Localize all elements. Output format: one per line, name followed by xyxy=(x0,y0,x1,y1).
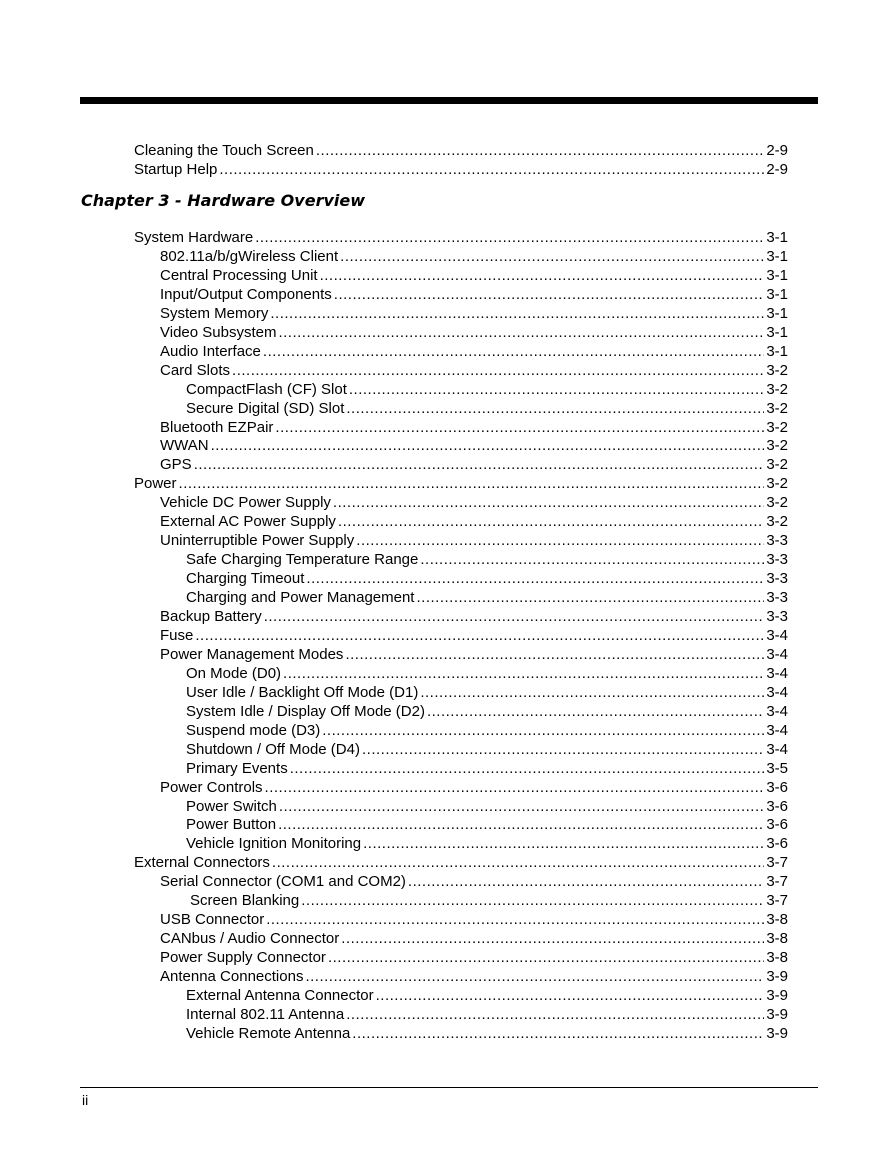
toc-entry[interactable] xyxy=(186,1005,788,1024)
toc-dot-leader xyxy=(265,778,765,797)
toc-entry-page: 3-9 xyxy=(766,968,788,986)
toc-entry[interactable] xyxy=(160,361,788,380)
toc-entry[interactable] xyxy=(160,455,788,474)
toc-entry-title: External Connectors xyxy=(134,854,270,872)
toc-dot-leader xyxy=(328,948,764,967)
toc-entry-title: Vehicle Remote Antenna xyxy=(186,1024,351,1042)
toc-entry[interactable] xyxy=(160,872,788,891)
toc-dot-leader xyxy=(266,910,764,929)
footer-rule xyxy=(80,1087,818,1088)
toc-entry-title: Internal 802.11 Antenna xyxy=(186,1005,345,1023)
toc-dot-leader xyxy=(275,418,764,437)
toc-entry-page: 3-1 xyxy=(766,229,788,246)
toc-entry-page: 3-7 xyxy=(766,854,788,872)
toc-dot-leader xyxy=(345,645,764,664)
toc-dot-leader xyxy=(278,323,764,342)
toc-dot-leader xyxy=(338,512,764,531)
toc-entry-title: Power Supply Connector xyxy=(160,949,326,967)
toc-entry-page: 3-9 xyxy=(766,987,788,1004)
toc-entry-title: 802.11a/b/gWireless Client xyxy=(160,247,339,265)
toc-entry-title: Serial Connector (COM1 and COM2) xyxy=(160,873,406,891)
toc-dot-leader xyxy=(346,1005,764,1024)
toc-entry[interactable] xyxy=(186,797,788,816)
toc-entry-page: 3-3 xyxy=(766,570,788,588)
toc-entry-title: Input/Output Components xyxy=(160,285,332,303)
toc-entry-page: 3-2 xyxy=(766,361,788,379)
toc-entry-page: 3-4 xyxy=(766,721,788,739)
toc-dot-leader xyxy=(279,797,764,816)
toc-entry-title: Card Slots xyxy=(160,361,231,379)
toc-entry-page: 3-2 xyxy=(766,437,788,455)
toc-entry[interactable] xyxy=(160,247,788,266)
toc-entry[interactable] xyxy=(160,512,788,531)
toc-entry-page: 3-9 xyxy=(766,1024,788,1042)
toc-entry-page: 3-6 xyxy=(766,797,788,815)
toc-dot-leader xyxy=(420,683,764,702)
toc-entry-page: 3-4 xyxy=(766,645,788,663)
toc-entry-title: Charging and Power Management xyxy=(186,589,415,607)
toc-entry-page: 3-1 xyxy=(766,323,788,341)
toc-entry[interactable] xyxy=(186,569,788,588)
toc-entry[interactable] xyxy=(160,323,788,342)
toc-entry[interactable] xyxy=(134,474,788,493)
toc-entry-title: USB Connector xyxy=(160,911,265,929)
toc-entry[interactable] xyxy=(160,645,788,664)
toc-entry[interactable] xyxy=(160,418,788,437)
toc-entry-page: 3-2 xyxy=(766,494,788,512)
toc-entry[interactable] xyxy=(134,853,788,872)
toc-entry-page: 3-1 xyxy=(766,304,788,322)
toc-entry-title: Startup Help xyxy=(134,160,218,178)
toc-entry[interactable] xyxy=(186,683,788,702)
toc-dot-leader xyxy=(306,569,764,588)
toc-entry-title: System Hardware xyxy=(134,229,254,246)
toc-dot-leader xyxy=(333,493,764,512)
toc-entry-title: Secure Digital (SD) Slot xyxy=(186,399,345,417)
toc-entry-page: 3-9 xyxy=(766,1005,788,1023)
toc-entry-title: System Idle / Display Off Mode (D2) xyxy=(186,702,425,720)
toc-entry-page: 3-1 xyxy=(766,285,788,303)
toc-entry-page: 3-4 xyxy=(766,664,788,682)
toc-dot-leader xyxy=(179,474,765,493)
toc-dot-leader xyxy=(334,285,765,304)
toc-dot-leader xyxy=(232,361,764,380)
toc-dot-leader xyxy=(376,986,765,1005)
toc-entry[interactable] xyxy=(186,702,788,721)
toc-dot-leader xyxy=(416,588,764,607)
toc-entry-page: 3-4 xyxy=(766,702,788,720)
toc-entry-page: 3-4 xyxy=(766,626,788,644)
toc-entry-title: Screen Blanking xyxy=(190,892,300,910)
toc-entry-title: Safe Charging Temperature Range xyxy=(186,551,419,569)
toc-dot-leader xyxy=(195,626,764,645)
toc-entry-title: WWAN xyxy=(160,437,209,455)
toc-dot-leader xyxy=(341,929,764,948)
toc-dot-leader xyxy=(362,740,764,759)
toc-entry[interactable] xyxy=(186,664,788,683)
toc-dot-leader xyxy=(316,141,764,160)
toc-dot-leader xyxy=(352,1024,764,1043)
toc-dot-leader xyxy=(219,160,764,179)
toc-dot-leader xyxy=(320,266,765,285)
toc-entry[interactable] xyxy=(186,986,788,1005)
toc-entry-page: 3-1 xyxy=(766,266,788,284)
toc-entry-title: Cleaning the Touch Screen xyxy=(134,142,314,159)
toc-dot-leader xyxy=(356,531,764,550)
toc-entry-page: 3-3 xyxy=(766,608,788,625)
toc-entry[interactable] xyxy=(186,380,788,399)
toc-entry-page: 3-7 xyxy=(766,873,788,891)
toc-entry[interactable] xyxy=(160,304,788,323)
toc-entry[interactable] xyxy=(160,531,788,550)
toc-entry[interactable] xyxy=(186,740,788,759)
toc-entry-page: 3-4 xyxy=(766,740,788,758)
toc-entry-page: 3-1 xyxy=(766,342,788,360)
chapter-heading: Chapter 3 - Hardware Overview xyxy=(81,191,365,210)
toc-dot-leader xyxy=(272,853,764,872)
toc-entry[interactable] xyxy=(160,607,788,626)
toc-dot-leader xyxy=(301,891,764,910)
toc-entry[interactable] xyxy=(134,228,788,247)
toc-entry-title: Vehicle DC Power Supply xyxy=(160,494,331,512)
toc-entry[interactable] xyxy=(186,721,788,740)
toc-dot-leader xyxy=(420,550,764,569)
toc-entry-title: Fuse xyxy=(160,626,194,644)
toc-entry[interactable] xyxy=(186,759,788,778)
toc-entry-page: 3-2 xyxy=(766,399,788,417)
toc-entry-page: 3-2 xyxy=(766,475,788,493)
toc-entry-title: Power Management Modes xyxy=(160,645,344,663)
toc-entry[interactable] xyxy=(190,891,788,910)
toc-entry[interactable] xyxy=(160,910,788,929)
toc-dot-leader xyxy=(264,607,765,626)
toc-dot-leader xyxy=(283,664,764,683)
toc-entry-title: Suspend mode (D3) xyxy=(186,721,321,739)
toc-entry-page: 3-3 xyxy=(766,589,788,607)
toc-entry[interactable] xyxy=(160,626,788,645)
toc-entry-page: 3-8 xyxy=(766,930,788,948)
toc-entry-title: Power Switch xyxy=(186,797,277,815)
toc-entry[interactable] xyxy=(160,266,788,285)
toc-entry-title: GPS xyxy=(160,456,192,474)
toc-entry-title: System Memory xyxy=(160,304,269,322)
toc-dot-leader xyxy=(263,342,764,361)
toc-dot-leader xyxy=(408,872,764,891)
toc-entry-title: Shutdown / Off Mode (D4) xyxy=(186,740,360,758)
toc-entry-title: Power Button xyxy=(186,816,277,834)
toc-dot-leader xyxy=(211,436,765,455)
toc-entry-page: 3-4 xyxy=(766,683,788,701)
toc-dot-leader xyxy=(278,815,764,834)
toc-entry-page: 3-6 xyxy=(766,778,788,796)
toc-entry-page: 3-2 xyxy=(766,418,788,436)
toc-entry-page: 3-1 xyxy=(766,247,788,265)
toc-entry-title: CANbus / Audio Connector xyxy=(160,930,340,948)
toc-entry-page: 3-6 xyxy=(766,816,788,834)
toc-entry-title: CompactFlash (CF) Slot xyxy=(186,380,347,398)
toc-dot-leader xyxy=(427,702,764,721)
toc-entry[interactable] xyxy=(134,141,788,160)
toc-entry-title: Uninterruptible Power Supply xyxy=(160,532,355,550)
toc-entry-title: External Antenna Connector xyxy=(186,987,374,1004)
toc-dot-leader xyxy=(363,834,764,853)
toc-dot-leader xyxy=(340,247,764,266)
toc-entry[interactable] xyxy=(186,1024,788,1043)
toc-entry[interactable] xyxy=(160,342,788,361)
toc-entry-title: Audio Interface xyxy=(160,342,261,360)
toc-entry[interactable] xyxy=(160,285,788,304)
toc-entry-title: Video Subsystem xyxy=(160,323,277,341)
toc-entry-title: Power Controls xyxy=(160,778,263,796)
toc-dot-leader xyxy=(270,304,764,323)
toc-entry[interactable] xyxy=(186,588,788,607)
toc-entry-page: 2-9 xyxy=(766,160,788,178)
toc-dot-leader xyxy=(290,759,765,778)
toc-entry[interactable] xyxy=(160,778,788,797)
toc-entry[interactable] xyxy=(160,967,788,986)
toc-entry-title: User Idle / Backlight Off Mode (D1) xyxy=(186,683,419,701)
toc-entry-title: Backup Battery xyxy=(160,608,262,625)
toc-entry-page: 3-7 xyxy=(766,892,788,910)
toc-entry-page: 2-9 xyxy=(766,142,788,159)
toc-entry-title: Antenna Connections xyxy=(160,968,304,986)
toc-entry-page: 3-2 xyxy=(766,456,788,474)
toc-dot-leader xyxy=(322,721,764,740)
toc-entry-title: Vehicle Ignition Monitoring xyxy=(186,835,362,853)
toc-entry-title: Charging Timeout xyxy=(186,570,305,588)
toc-entry-title: Power xyxy=(134,475,177,493)
toc-dot-leader xyxy=(194,455,765,474)
toc-entry[interactable] xyxy=(134,160,788,179)
toc-entry-page: 3-2 xyxy=(766,380,788,398)
toc-entry-page: 3-2 xyxy=(766,513,788,531)
toc-dot-leader xyxy=(346,399,764,418)
toc-entry-title: Central Processing Unit xyxy=(160,266,318,284)
toc-entry-page: 3-8 xyxy=(766,949,788,967)
toc-entry-title: Bluetooth EZPair xyxy=(160,418,274,436)
toc-dot-leader xyxy=(255,228,764,247)
toc-entry-page: 3-8 xyxy=(766,911,788,929)
toc-entry-page: 3-6 xyxy=(766,835,788,853)
toc-entry-page: 3-3 xyxy=(766,532,788,550)
toc-entry[interactable] xyxy=(186,550,788,569)
toc-entry-title: External AC Power Supply xyxy=(160,513,336,531)
toc-entry-title: Primary Events xyxy=(186,759,288,777)
toc-entry[interactable] xyxy=(186,834,788,853)
toc-entry[interactable] xyxy=(160,929,788,948)
toc-entry-title: On Mode (D0) xyxy=(186,664,282,682)
toc-entry[interactable] xyxy=(186,399,788,418)
toc-dot-leader xyxy=(305,967,764,986)
toc-entry-page: 3-5 xyxy=(766,759,788,777)
toc-dot-leader xyxy=(349,380,764,399)
footer-page-number: ii xyxy=(82,1092,89,1108)
toc-entry[interactable] xyxy=(160,948,788,967)
toc-entry[interactable] xyxy=(186,815,788,834)
toc-entry-page: 3-3 xyxy=(766,551,788,569)
toc-entry[interactable] xyxy=(160,493,788,512)
toc-entry[interactable] xyxy=(160,436,788,455)
